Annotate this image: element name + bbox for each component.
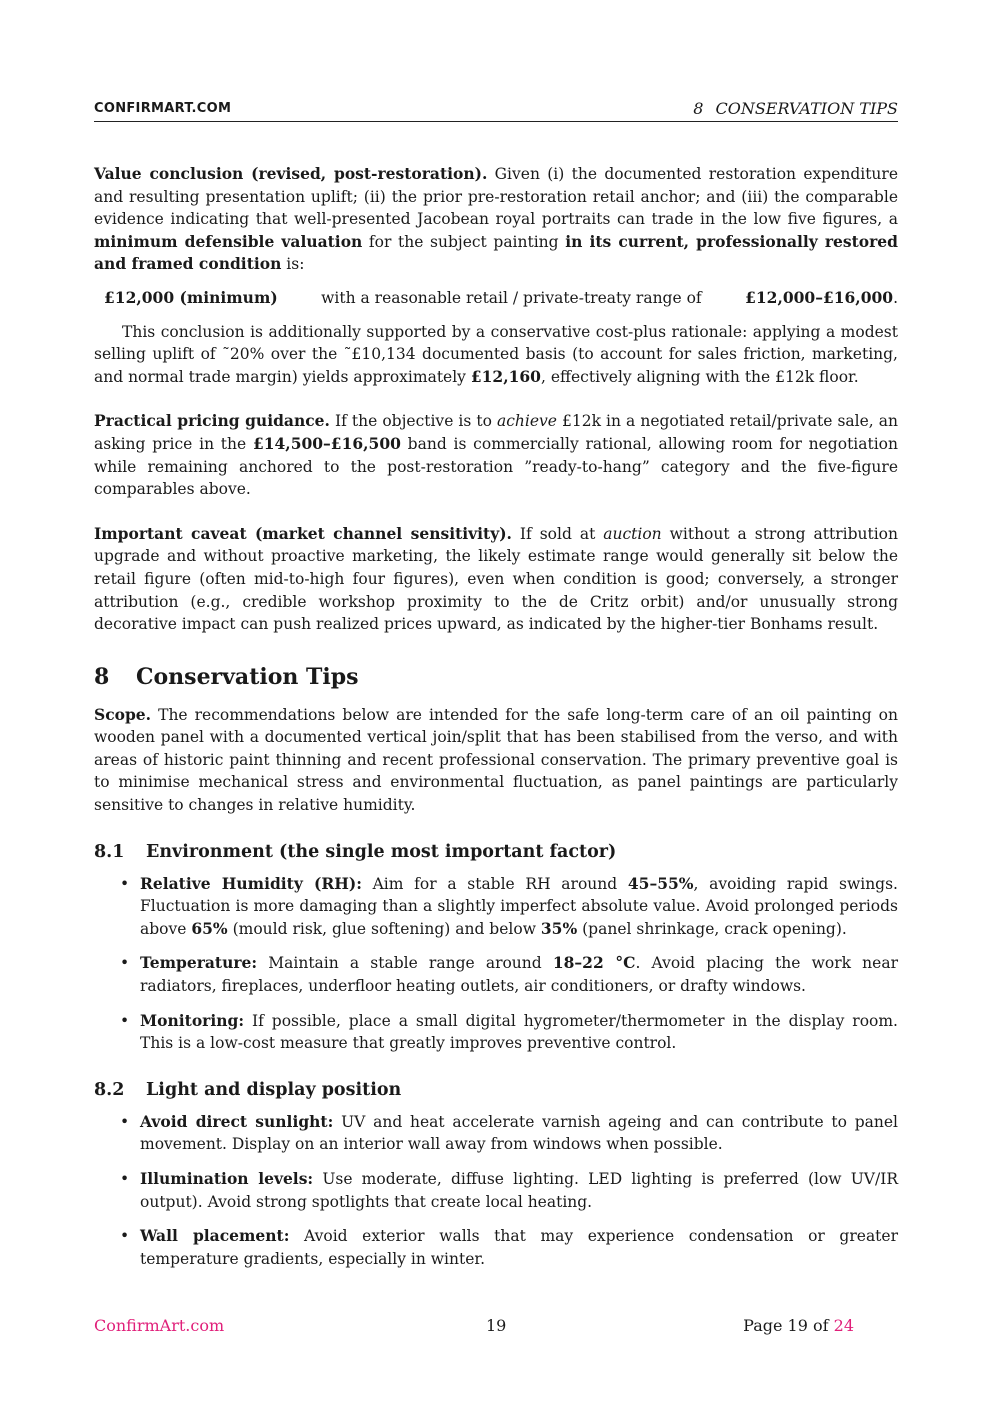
list-item-text: Aim for a stable RH around — [361, 874, 628, 893]
list-item — [120, 1225, 898, 1270]
cost-plus-text: This conclusion is additionally supported by a conservative cost-plus rationale: applying a modest selling uplift of ˜20% over the ˜£10,134 documented basis (to account for sales friction, marketing, and normal trade margin) yields approximately — [94, 322, 898, 386]
pricing-heading: Practical pricing guidance. — [94, 411, 330, 431]
bullet-icon: • — [120, 954, 130, 973]
value-conclusion-heading: Value conclusion (revised, post-restoration). — [94, 164, 488, 183]
list-item-text: , avoiding rapid swings. Fluctuation is more damaging than a slightly imperfect absolute value. Avoid prolonged periods above — [140, 874, 898, 938]
bullet-icon: • — [120, 1112, 130, 1131]
list-item-label: Illumination levels: — [140, 1169, 314, 1188]
caveat-paragraph — [94, 523, 898, 636]
pricing-bold: £14,500–£16,500 — [252, 433, 401, 453]
caveat-text: without a strong attribution upgrade and without proactive marketing, the likely estimate range would generally sit below the retail figure (often mid-to-high four figures), even when condition is good; conversely, a stronger attribution (e.g., credible workshop proximity to the de Critz orbit) and/or unusually strong decorative impact can push realized prices upward, as indicated by the higher-tier Bonhams result. — [94, 524, 898, 634]
list-item-label: Wall placement: — [140, 1226, 290, 1246]
footer-total-pages-link[interactable]: 24 — [833, 1316, 854, 1335]
section-heading — [94, 664, 898, 690]
list-item — [120, 873, 898, 941]
subsection-heading-8-1 — [94, 841, 898, 863]
list-item-text: If possible, place a small digital hygrometer/thermometer in the display room. This is a low-cost measure that greatly improves preventive control. — [140, 1011, 898, 1053]
valuation-range-end: . — [893, 288, 898, 307]
list-item-bold: 35% — [540, 918, 578, 938]
list-item-label: Avoid direct sunlight: — [140, 1111, 334, 1131]
bullet-icon: • — [120, 1227, 130, 1246]
list-item-label: Monitoring: — [140, 1010, 245, 1030]
bullet-icon: • — [120, 1170, 130, 1188]
valuation-range-label: with a reasonable retail / private-treaty range of — [321, 288, 702, 307]
caveat-heading: Important caveat (market channel sensitivity). — [94, 523, 512, 543]
footer-page-number: 19 — [486, 1316, 507, 1335]
list-item — [120, 1111, 898, 1156]
footer-page-prefix: Page 19 of — [743, 1316, 834, 1335]
running-head-number: 8 — [693, 99, 704, 118]
cost-plus-text: , effectively aligning with the £12k floor. — [540, 367, 859, 386]
list-item-text: Avoid exterior walls that may experience condensation or greater temperature gradients, especially in winter. — [140, 1227, 898, 1268]
pricing-text: band is commercially rational, allowing room for negotiation while remaining anchored to the post-restoration ”ready-to-hang” category and the five-figure comparables above. — [94, 434, 898, 499]
list-item-label: Temperature: — [140, 953, 258, 973]
value-conclusion-paragraph — [94, 163, 898, 276]
list-item — [120, 1168, 899, 1213]
list-item-text: (panel shrinkage, crack opening). — [577, 919, 847, 938]
list-item-text: (mould risk, glue softening) and below — [227, 919, 541, 938]
list-item-bold: 65% — [191, 918, 228, 938]
minimum-valuation: £12,000 (minimum) — [104, 287, 278, 307]
environment-list — [94, 873, 898, 1055]
subsection-title: Light and display position — [146, 1079, 402, 1100]
list-item-text: . Avoid placing the work near radiators, fireplaces, underfloor heating outlets, air conditioners, or drafty windows. — [140, 954, 898, 996]
section-title: Conservation Tips — [136, 663, 359, 690]
list-item-bold: 18–22 °C — [552, 953, 636, 973]
page-header — [94, 99, 898, 122]
subsection-number: 8.1 — [94, 841, 125, 862]
scope-paragraph — [94, 704, 898, 817]
running-head — [693, 99, 898, 118]
pricing-paragraph — [94, 410, 898, 500]
list-item-text: Use moderate, diffuse lighting. LED lighting is preferred (low UV/IR output). Avoid strong spotlights that create local heating. — [140, 1170, 899, 1211]
value-conclusion-text: Given (i) the documented restoration expenditure and resulting presentation uplift; (ii) the prior pre-restoration retail anchor; and (iii) the comparable evidence indicating that well-presented Jacobean royal portraits can trade in the low five figures, a — [94, 165, 898, 229]
list-item-text: UV and heat accelerate varnish ageing and can contribute to panel movement. Display on an interior wall away from windows when possible. — [140, 1112, 898, 1154]
running-head-title: CONSERVATION TIPS — [715, 99, 898, 118]
subsection-number: 8.2 — [94, 1079, 125, 1100]
value-conclusion-bold: minimum defensible valuation — [94, 231, 363, 251]
caveat-italic: auction — [603, 524, 662, 543]
subsection-heading-8-2 — [94, 1079, 898, 1101]
light-list — [94, 1111, 898, 1271]
pricing-text: If the objective is to — [329, 412, 497, 431]
subsection-title: Environment (the single most important factor) — [146, 841, 617, 862]
cost-plus-paragraph — [94, 321, 898, 389]
footer-page-of — [743, 1316, 854, 1335]
valuation-display-line — [104, 287, 898, 310]
pricing-text: £12k in a negotiated retail/private sale, an asking price in the — [94, 412, 898, 453]
caveat-text: If sold at — [511, 524, 604, 543]
valuation-range: £12,000–£16,000 — [745, 287, 894, 307]
list-item-label: Relative Humidity (RH): — [140, 873, 362, 893]
valuation-range-wrap — [745, 287, 898, 310]
section-number: 8 — [94, 663, 110, 690]
scope-text: The recommendations below are intended for the safe long-term care of an oil painting on wooden panel with a documented vertical join/split that has been stabilised from the verso, and with areas of historic paint thinning and recent professional conservation. The primary preventive goal is to minimise mechanical stress and environmental fluctuation, as panel paintings are particularly sensitive to changes in relative humidity. — [94, 705, 898, 815]
pricing-italic: achieve — [497, 412, 557, 431]
list-item — [120, 952, 898, 997]
main-content — [94, 163, 898, 1282]
value-conclusion-text: is: — [281, 255, 305, 274]
list-item — [120, 1010, 898, 1055]
scope-heading: Scope. — [94, 704, 152, 724]
footer-site-link[interactable]: ConfirmArt.com — [94, 1316, 225, 1335]
list-item-text: Maintain a stable range around — [257, 954, 553, 973]
value-conclusion-bold: in its current, professionally restored and framed condition — [94, 231, 898, 274]
site-logo: CONFIRMART.COM — [94, 101, 232, 116]
bullet-icon: • — [120, 874, 130, 893]
list-item-bold: 45–55% — [627, 873, 694, 893]
bullet-icon: • — [120, 1011, 130, 1030]
value-conclusion-text: for the subject painting — [362, 232, 566, 251]
cost-plus-bold: £12,160 — [470, 366, 541, 386]
